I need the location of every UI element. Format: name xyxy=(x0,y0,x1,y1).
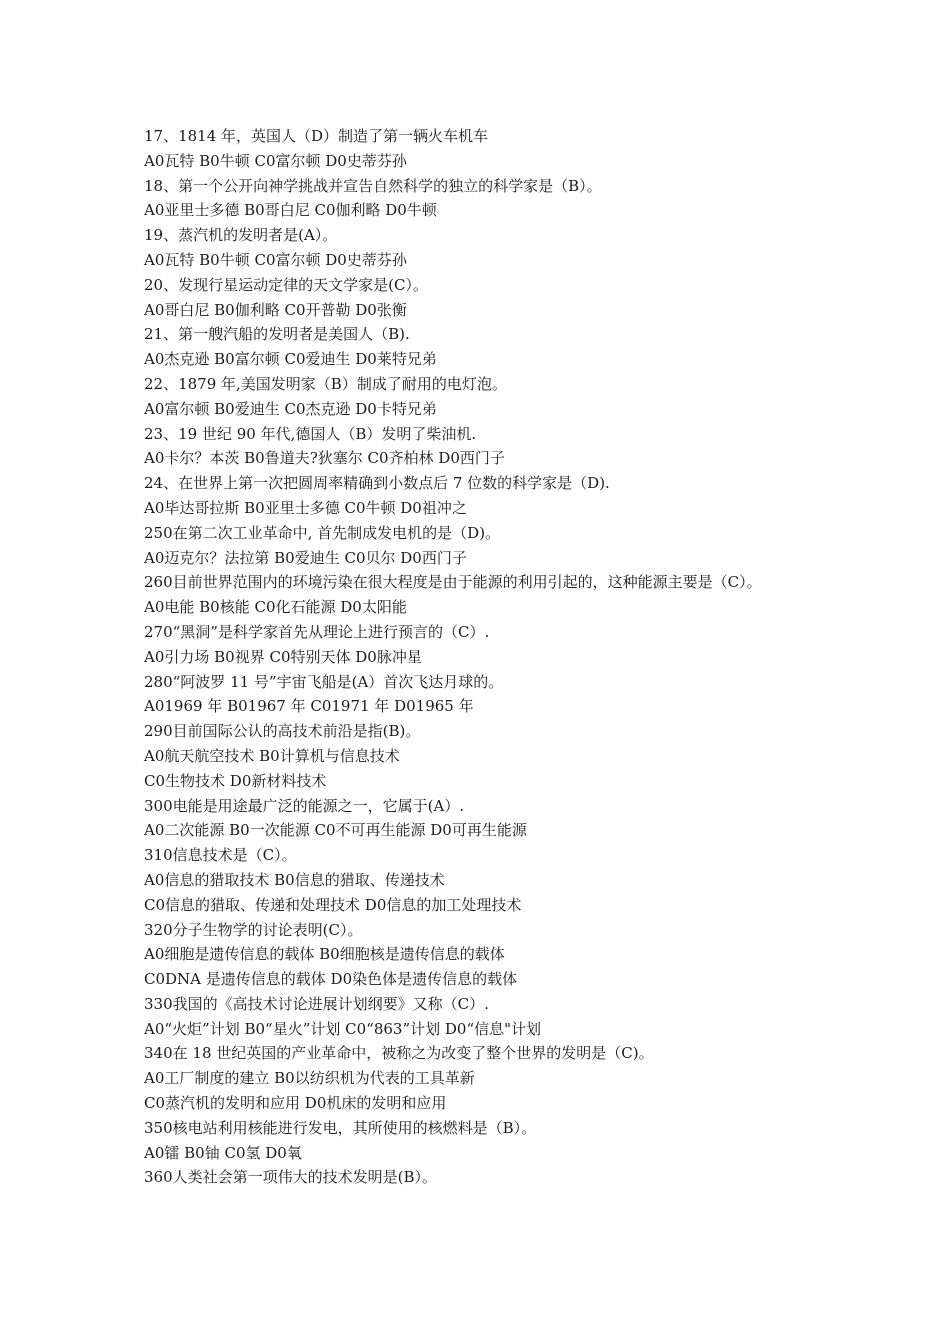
question-35: 350核电站利用核能进行发电，其所使用的核燃料是（B）。 xyxy=(144,1118,537,1137)
options-17: A0瓦特 B0牛顿 C0富尔顿 D0史蒂芬孙 xyxy=(144,151,407,170)
options-35: A0镭 B0铀 C0氢 D0氧 xyxy=(144,1143,302,1162)
question-27: 270“黑洞”是科学家首先从理论上进行预言的（C）. xyxy=(144,622,490,641)
question-24: 24、在世界上第一次把圆周率精确到小数点后 7 位数的科学家是（D). xyxy=(144,474,610,493)
question-26: 260目前世界范围内的环境污染在很大程度是由于能源的利用引起的，这种能源主要是（C）。 xyxy=(144,573,762,592)
options-23: A0卡尔？本茨 B0鲁道夫?狄塞尔 C0齐柏林 D0西门子 xyxy=(144,449,505,468)
options-28: A01969 年 B01967 年 C01971 年 D01965 年 xyxy=(144,697,474,716)
options-29-cd: C0生物技术 D0新材料技术 xyxy=(144,771,327,790)
options-31-cd: C0信息的猎取、传递和处理技术 D0信息的加工处理技术 xyxy=(144,895,522,914)
options-25: A0迈克尔？法拉第 B0爱迪生 C0贝尔 D0西门子 xyxy=(144,548,467,567)
question-25: 250在第二次工业革命中, 首先制成发电机的是（D)。 xyxy=(144,523,501,542)
options-22: A0富尔顿 B0爱迪生 C0杰克逊 D0卡特兄弟 xyxy=(144,399,437,418)
options-34-ab: A0工厂制度的建立 B0以纺织机为代表的工具革新 xyxy=(144,1069,475,1088)
options-33: A0“火炬”计划 B0“星火”计划 C0“863”计划 D0“信息"计划 xyxy=(144,1019,542,1038)
question-23: 23、19 世纪 90 年代,德国人（B）发明了柴油机. xyxy=(144,424,477,443)
question-31: 310信息技术是（C）。 xyxy=(144,846,297,865)
options-19: A0瓦特 B0牛顿 C0富尔顿 D0史蒂芬孙 xyxy=(144,250,407,269)
question-32: 320分子生物学的讨论表明(C）。 xyxy=(144,920,363,939)
options-32-cd: C0DNA 是遗传信息的载体 D0染色体是遗传信息的载体 xyxy=(144,970,518,989)
question-21: 21、第一艘汽船的发明者是美国人（B). xyxy=(144,325,410,344)
options-29-ab: A0航天航空技术 B0计算机与信息技术 xyxy=(144,746,400,765)
question-33: 330我国的《高技术讨论进展计划纲要》又称（C）. xyxy=(144,994,489,1013)
question-22: 22、1879 年,美国发明家（B）制成了耐用的电灯泡。 xyxy=(144,374,507,393)
options-24: A0毕达哥拉斯 B0亚里士多德 C0牛顿 D0祖冲之 xyxy=(144,498,467,517)
question-19: 19、蒸汽机的发明者是(A）。 xyxy=(144,226,338,245)
options-26: A0电能 B0核能 C0化石能源 D0太阳能 xyxy=(144,598,407,617)
options-32-ab: A0细胞是遗传信息的载体 B0细胞核是遗传信息的载体 xyxy=(144,945,505,964)
question-30: 300电能是用途最广泛的能源之一，它属于(A）. xyxy=(144,796,465,815)
options-18: A0亚里士多德 B0哥白尼 C0伽利略 D0牛顿 xyxy=(144,201,437,220)
options-30: A0二次能源 B0一次能源 C0不可再生能源 D0可再生能源 xyxy=(144,821,527,840)
options-20: A0哥白尼 B0伽利略 C0开普勒 D0张衡 xyxy=(144,300,407,319)
options-21: A0杰克逊 B0富尔顿 C0爱迪生 D0莱特兄弟 xyxy=(144,350,437,369)
question-20: 20、发现行星运动定律的天文学家是(C）。 xyxy=(144,275,428,294)
question-17: 17、1814 年，英国人（D）制造了第一辆火车机车 xyxy=(144,127,489,145)
options-27: A0引力场 B0视界 C0特别天体 D0脉冲星 xyxy=(144,647,422,666)
question-34: 340在 18 世纪英国的产业革命中，被称之为改变了整个世界的发明是（C)。 xyxy=(144,1044,654,1063)
question-28: 280“阿波罗 11 号”宇宙飞船是(A）首次飞达月球的。 xyxy=(144,672,504,691)
question-29: 290目前国际公认的高技术前沿是指(B)。 xyxy=(144,722,421,741)
document-body xyxy=(144,124,824,1190)
question-36: 360人类社会第一项伟大的技术发明是(B）。 xyxy=(144,1168,438,1187)
question-18: 18、第一个公开向神学挑战并宣告自然科学的独立的科学家是（B）。 xyxy=(144,176,602,195)
options-34-cd: C0蒸汽机的发明和应用 D0机床的发明和应用 xyxy=(144,1094,447,1113)
options-31-ab: A0信息的猎取技术 B0信息的猎取、传递技术 xyxy=(144,870,445,889)
